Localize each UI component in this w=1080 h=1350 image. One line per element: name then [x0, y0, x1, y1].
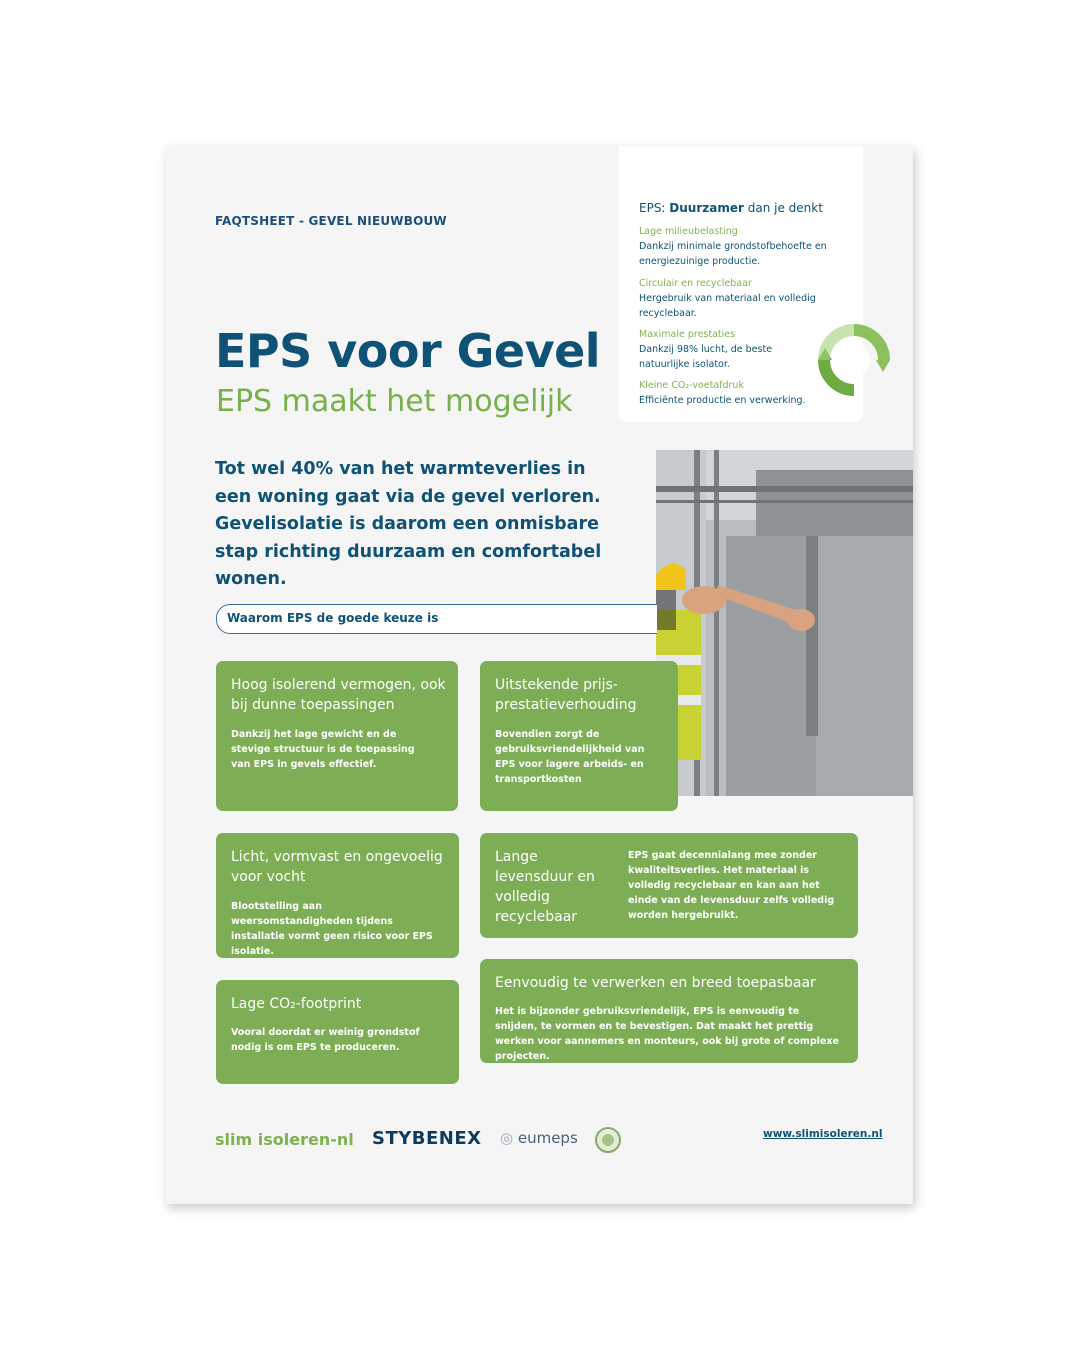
sustainability-item — [639, 277, 834, 321]
page-title: EPS voor Gevel — [215, 324, 601, 378]
slim-isoleren-logo: slim isoleren-nl — [215, 1130, 354, 1149]
page-subtitle: EPS maakt het mogelijk — [216, 384, 573, 419]
sustainability-item-title: Circulair en recyclebaar — [639, 278, 752, 289]
eumeps-logo-text: eumeps — [517, 1129, 578, 1147]
eumeps-mark-icon: ◎ — [500, 1129, 518, 1147]
sustainability-item — [639, 225, 834, 269]
benefit-card-desc: Dankzij het lage gewicht en de stevige structuur is de toepassing van EPS in gevels effectief. — [231, 729, 415, 770]
benefit-card-title: Hoog isolerend vermogen, ook bij dunne toepassingen — [231, 677, 446, 713]
benefit-card-title: Uitstekende prijs-prestatieverhouding — [495, 677, 637, 713]
benefit-card-desc: Bovendien zorgt de gebruiksvriendelijkheid van EPS voor lagere arbeids- en transportkosten — [495, 729, 645, 785]
benefit-card — [480, 959, 858, 1063]
benefit-card-desc: Vooral doordat er weinig grondstof nodig is om EPS te produceren. — [231, 1027, 420, 1053]
sustainability-item-desc: Efficiënte productie en verwerking. — [639, 395, 806, 406]
benefit-card — [216, 833, 459, 958]
stybenex-logo: STYBENEX — [372, 1128, 482, 1149]
benefit-card-desc: Het is bijzonder gebruiksvriendelijk, EPS is eenvoudig te snijden, te vormen en te bevestigen. Dat maakt het prettig werken voor aannemers en monteurs, ook bij grote of complexe projecten. — [495, 1006, 839, 1062]
benefit-card — [216, 661, 458, 811]
heading-prefix: EPS: — [639, 201, 670, 215]
benefit-card-title: Lange levensduur en volledig recyclebaar — [495, 849, 595, 925]
benefit-card — [480, 661, 678, 811]
category-topic: - GEVEL NIEUWBOUW — [294, 214, 447, 228]
website-link[interactable]: www.slimisoleren.nl — [763, 1128, 883, 1140]
sustainability-item — [639, 328, 789, 372]
lead-paragraph: Tot wel 40% van het warmteverlies in een woning gaat via de gevel verloren. Gevelisolatie is daarom een onmisbare stap richting duurzaam en comfortabel wonen. — [215, 459, 602, 589]
benefit-card — [480, 833, 858, 938]
sustainability-item-desc: Dankzij 98% lucht, de beste natuurlijke isolator. — [639, 344, 773, 370]
heading-emphasis: Duurzamer — [669, 201, 744, 215]
sustainability-item-desc: Hergebruik van materiaal en volledig recyclebaar. — [639, 293, 816, 319]
sustainability-item-title: Maximale prestaties — [639, 329, 736, 340]
category-brand: FAQTSHEET — [215, 214, 295, 228]
certification-seal-icon — [594, 1126, 622, 1154]
construction-photo — [656, 450, 913, 796]
benefit-card-desc: Blootstelling aan weersomstandigheden tijdens installatie vormt geen risico voor EPS isolatie. — [231, 901, 433, 957]
why-eps-text: Waarom EPS de goede keuze is — [227, 611, 439, 625]
sustainability-heading — [639, 201, 823, 215]
sustainability-item-title: Lage milieubelasting — [639, 226, 738, 237]
sustainability-item-title: Kleine CO₂-voetafdruk — [639, 380, 744, 391]
benefit-card-title: Eenvoudig te verwerken en breed toepasbaar — [495, 975, 816, 991]
recycle-icon — [818, 324, 890, 396]
sustainability-box — [619, 146, 863, 422]
benefit-card-desc: EPS gaat decennialang mee zonder kwaliteitsverlies. Het materiaal is volledig recyclebaar en kan aan het einde van de levensduur zelfs volledig worden hergebruikt. — [628, 850, 835, 921]
why-eps-label — [216, 604, 657, 634]
document-category — [215, 214, 447, 228]
eumeps-logo — [500, 1129, 578, 1147]
benefit-card — [216, 980, 459, 1084]
factsheet-page — [166, 146, 913, 1204]
benefit-card-title: Lage CO₂-footprint — [231, 996, 362, 1012]
heading-suffix: dan je denkt — [743, 201, 823, 215]
benefit-card-title: Licht, vormvast en ongevoelig voor vocht — [231, 849, 443, 885]
sustainability-item — [639, 379, 834, 408]
sustainability-item-desc: Dankzij minimale grondstofbehoefte en energiezuinige productie. — [639, 241, 827, 267]
